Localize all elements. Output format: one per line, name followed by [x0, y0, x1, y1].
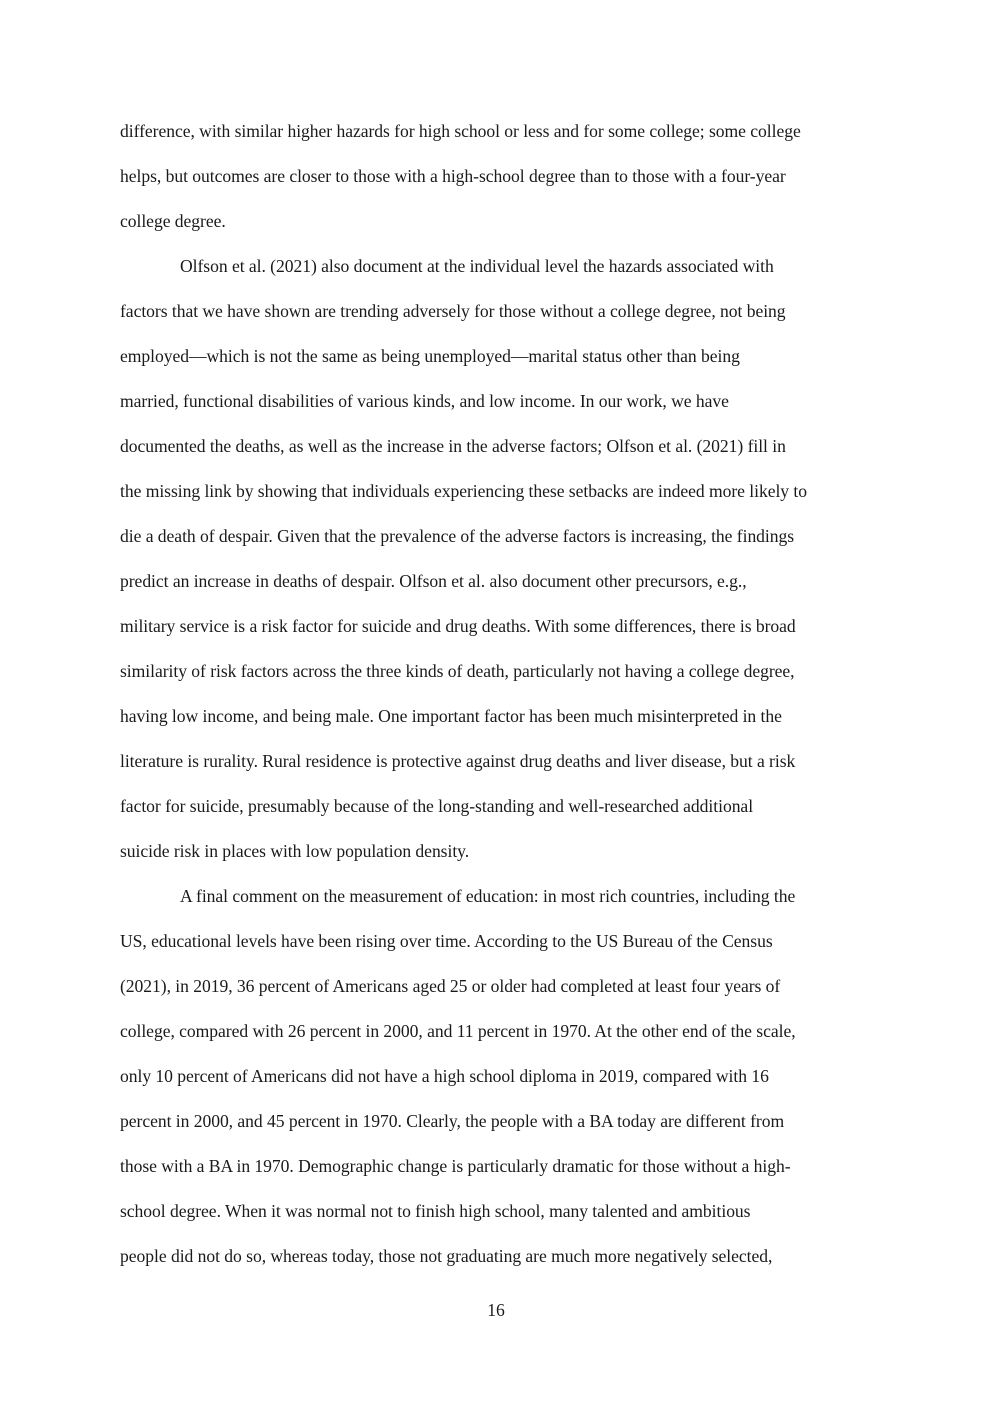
text-line: percent in 2000, and 45 percent in 1970. Clearly, the people with a BA today are different from — [120, 1111, 785, 1131]
text-line: predict an increase in deaths of despair. Olfson et al. also document other precursors, e.g., — [120, 571, 747, 591]
text-line: documented the deaths, as well as the increase in the adverse factors; Olfson et al. (2021) fill in — [120, 436, 786, 456]
text-line: having low income, and being male. One important factor has been much misinterpreted in the — [120, 706, 782, 726]
text-line: people did not do so, whereas today, those not graduating are much more negatively selected, — [120, 1246, 773, 1266]
text-line: difference, with similar higher hazards for high school or less and for some college; some college — [120, 121, 801, 141]
text-line: the missing link by showing that individuals experiencing these setbacks are indeed more likely to — [120, 481, 807, 501]
text-line: die a death of despair. Given that the prevalence of the adverse factors is increasing, the findings — [120, 526, 795, 546]
text-line: Olfson et al. (2021) also document at the individual level the hazards associated with — [180, 256, 774, 276]
text-line: school degree. When it was normal not to finish high school, many talented and ambitious — [120, 1201, 751, 1221]
text-line: those with a BA in 1970. Demographic change is particularly dramatic for those without a high- — [120, 1156, 791, 1176]
text-line: only 10 percent of Americans did not have a high school diploma in 2019, compared with 16 — [120, 1066, 769, 1086]
text-line: college, compared with 26 percent in 2000, and 11 percent in 1970. At the other end of the scale, — [120, 1021, 796, 1041]
text-line: A final comment on the measurement of education: in most rich countries, including the — [180, 886, 796, 906]
text-line: factors that we have shown are trending adversely for those without a college degree, not being — [120, 301, 786, 321]
text-line: college degree. — [120, 211, 226, 231]
text-line: literature is rurality. Rural residence is protective against drug deaths and liver disease, but a risk — [120, 751, 796, 771]
text-line: helps, but outcomes are closer to those with a high-school degree than to those with a four-year — [120, 166, 786, 186]
page-number: 16 — [487, 1300, 505, 1320]
text-line: married, functional disabilities of various kinds, and low income. In our work, we have — [120, 391, 729, 411]
text-line: suicide risk in places with low population density. — [120, 841, 470, 861]
text-line: factor for suicide, presumably because of the long-standing and well-researched additional — [120, 796, 754, 816]
text-line: US, educational levels have been rising over time. According to the US Bureau of the Census — [120, 931, 773, 951]
text-line: (2021), in 2019, 36 percent of Americans aged 25 or older had completed at least four years of — [120, 976, 781, 996]
text-line: employed—which is not the same as being unemployed—marital status other than being — [120, 346, 740, 366]
text-line: similarity of risk factors across the three kinds of death, particularly not having a college degree, — [120, 661, 795, 681]
text-line: military service is a risk factor for suicide and drug deaths. With some differences, there is broad — [120, 616, 796, 636]
